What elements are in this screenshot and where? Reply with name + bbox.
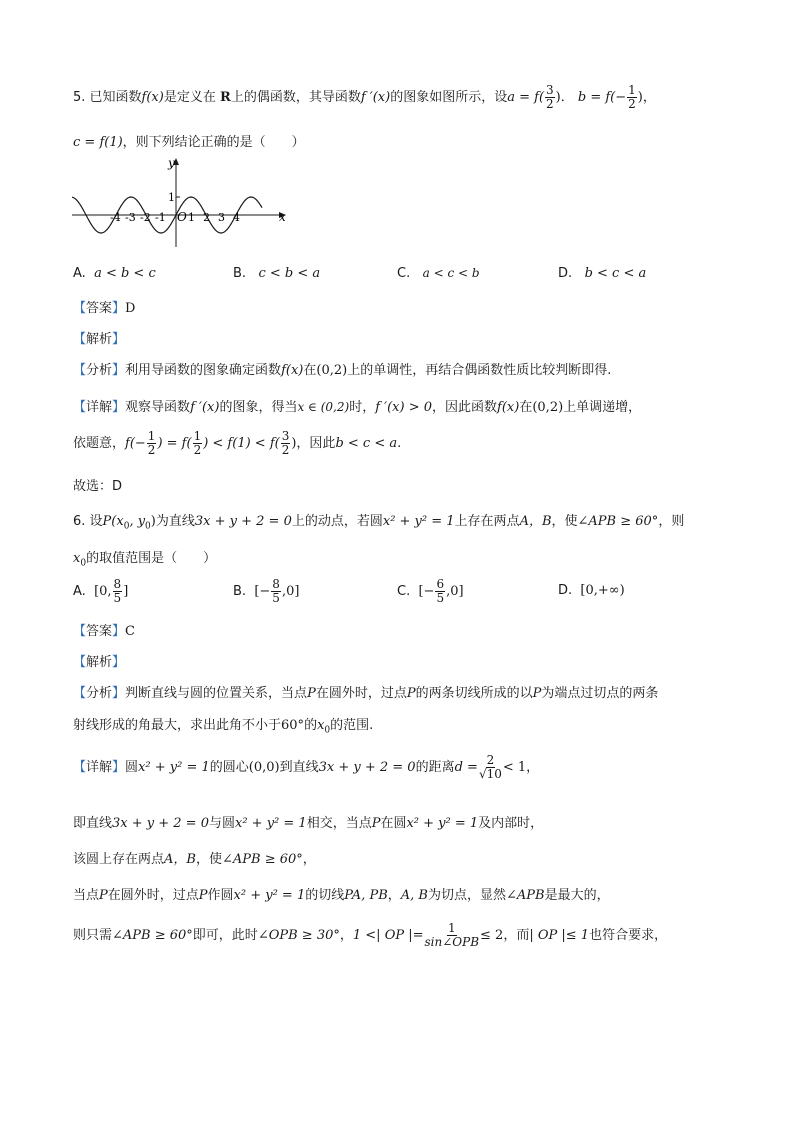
origin-label: O: [177, 210, 187, 224]
x-tick-label: 1: [188, 211, 195, 224]
x-label: x: [279, 210, 286, 224]
q5-a-frac: $\frac{3}{2}$: [546, 83, 554, 111]
q6-option-b[interactable]: B. [− $\frac{8}{5}$ ,0]: [233, 577, 300, 605]
x-tick-label: 4: [233, 211, 240, 224]
q5-jiexi: 【解析】: [73, 332, 126, 347]
q5-fpx: f ′(x): [360, 90, 391, 105]
q5-stem-c: 上的偶函数，其导函数: [230, 90, 361, 105]
y-one-label: 1: [168, 191, 175, 204]
q5-fx: f(x): [141, 90, 164, 105]
q5-stem-d: 的图象如图所示，设: [390, 90, 508, 105]
q5-guxuan: 故选：D: [73, 479, 123, 494]
q6-option-c[interactable]: C. [− $\frac{6}{5}$ ,0]: [397, 577, 464, 605]
q6-fenxi-2: 射线形成的角最大，求出此角不小于60°的$x_0$的范围.: [73, 718, 374, 736]
q6-xiangjie: 【详解】圆x² + y² = 1的圆心(0,0)到直线3x + y + 2 = 0的距离d = $\frac{2}{√10}$ < 1，: [73, 753, 540, 781]
q5-yiti: 依题意，f(− $\frac{1}{2}$ ) = f( $\frac{1}{2}$ ) < f(1) < f( $\frac{3}{2}$ )，因此b < c < a.: [73, 429, 402, 457]
q6-row4: 当点P在圆外时，过点P作圆x² + y² = 1的切线PA, PB，A, B为切点，显然∠APB是最大的，: [73, 888, 610, 903]
q6-row2: 即直线3x + y + 2 = 0与圆x² + y² = 1相交，当点P在圆x² + y² = 1及内部时，: [73, 816, 544, 831]
q5-xiangjie: 【详解】观察导函数f ′(x)的图象，得当x ∈ (0,2)时，f ′(x) > 0，因此函数f(x)在(0,2)上单调递增，: [73, 400, 642, 415]
answer-value: D: [125, 301, 136, 316]
q5-line1: 5. 已知函数f(x)是定义在 R上的偶函数，其导函数f ′(x)的图象如图所示，设a = f( $\frac{3}{2}$ )． b = f(− $\frac{1}{2}$ )，: [73, 83, 656, 111]
q5-stem-b: 是定义在: [163, 90, 216, 105]
q6-jiexi: 【解析】: [73, 655, 126, 670]
q5-option-a[interactable]: A. a < b < c: [73, 266, 156, 281]
q6-option-d[interactable]: D. [0,+∞): [558, 583, 625, 598]
q5-c-eq: c = f(1): [73, 135, 123, 150]
x-tick-label: -4: [110, 211, 121, 224]
q5-a-eq: a = f(: [507, 90, 545, 105]
q5-b-eq: b = f(−: [577, 90, 627, 105]
q5-derivative-graph: [70, 155, 290, 250]
q5-stem-a: 5. 已知函数: [73, 90, 142, 105]
q5-fenxi: 【分析】利用导函数的图象确定函数f(x)在(0,2)上的单调性，再结合偶函数性质比较判断即得.: [73, 363, 612, 378]
x-tick-label: 2: [203, 211, 210, 224]
q5-b-frac: $\frac{1}{2}$: [628, 83, 636, 111]
q6-row5: 则只需∠APB ≥ 60°即可，此时∠OPB ≥ 30°，1 <| OP |= $\frac{1}{\text{sin∠OPB}}$ ≤ 2，而| OP |≤ 1也符合要求，: [73, 921, 668, 949]
q6-line1: 6. 设$P(x_0$, $y_0$)为直线3x + y + 2 = 0上的动点，若圆x² + y² = 1上存在两点A，B，使∠APB ≥ 60°，则: [73, 514, 685, 532]
q5-option-c[interactable]: C. a < c < b: [397, 266, 480, 281]
x-tick-label: -1: [155, 211, 166, 224]
q6-fenxi-1: 【分析】判断直线与圆的位置关系，当点P在圆外时，过点P的两条切线所成的以P为端点过切点的两条: [73, 686, 659, 701]
x-tick-label: 3: [218, 211, 225, 224]
y-label: y: [168, 156, 175, 170]
q5-answer: 【答案】D: [73, 301, 136, 316]
x-tick-label: -2: [140, 211, 151, 224]
q5-option-d[interactable]: D. b < c < a: [558, 266, 647, 281]
q6-answer: 【答案】C: [73, 624, 135, 639]
q6-option-a[interactable]: A. [0, $\frac{8}{5}$ ]: [73, 577, 129, 605]
q5-R: R: [220, 90, 231, 105]
q5-stem-e: ，则下列结论正确的是（ ）: [122, 135, 305, 150]
q6-line2: $x_0$的取值范围是（ ）: [73, 551, 217, 569]
q5-option-b[interactable]: B. c < b < a: [233, 266, 321, 281]
answer-tag: 答案: [86, 301, 113, 316]
x-tick-label: -3: [125, 211, 136, 224]
q6-row3: 该圆上存在两点A，B，使∠APB ≥ 60°，: [73, 852, 316, 867]
q5-line2: [73, 131, 305, 150]
